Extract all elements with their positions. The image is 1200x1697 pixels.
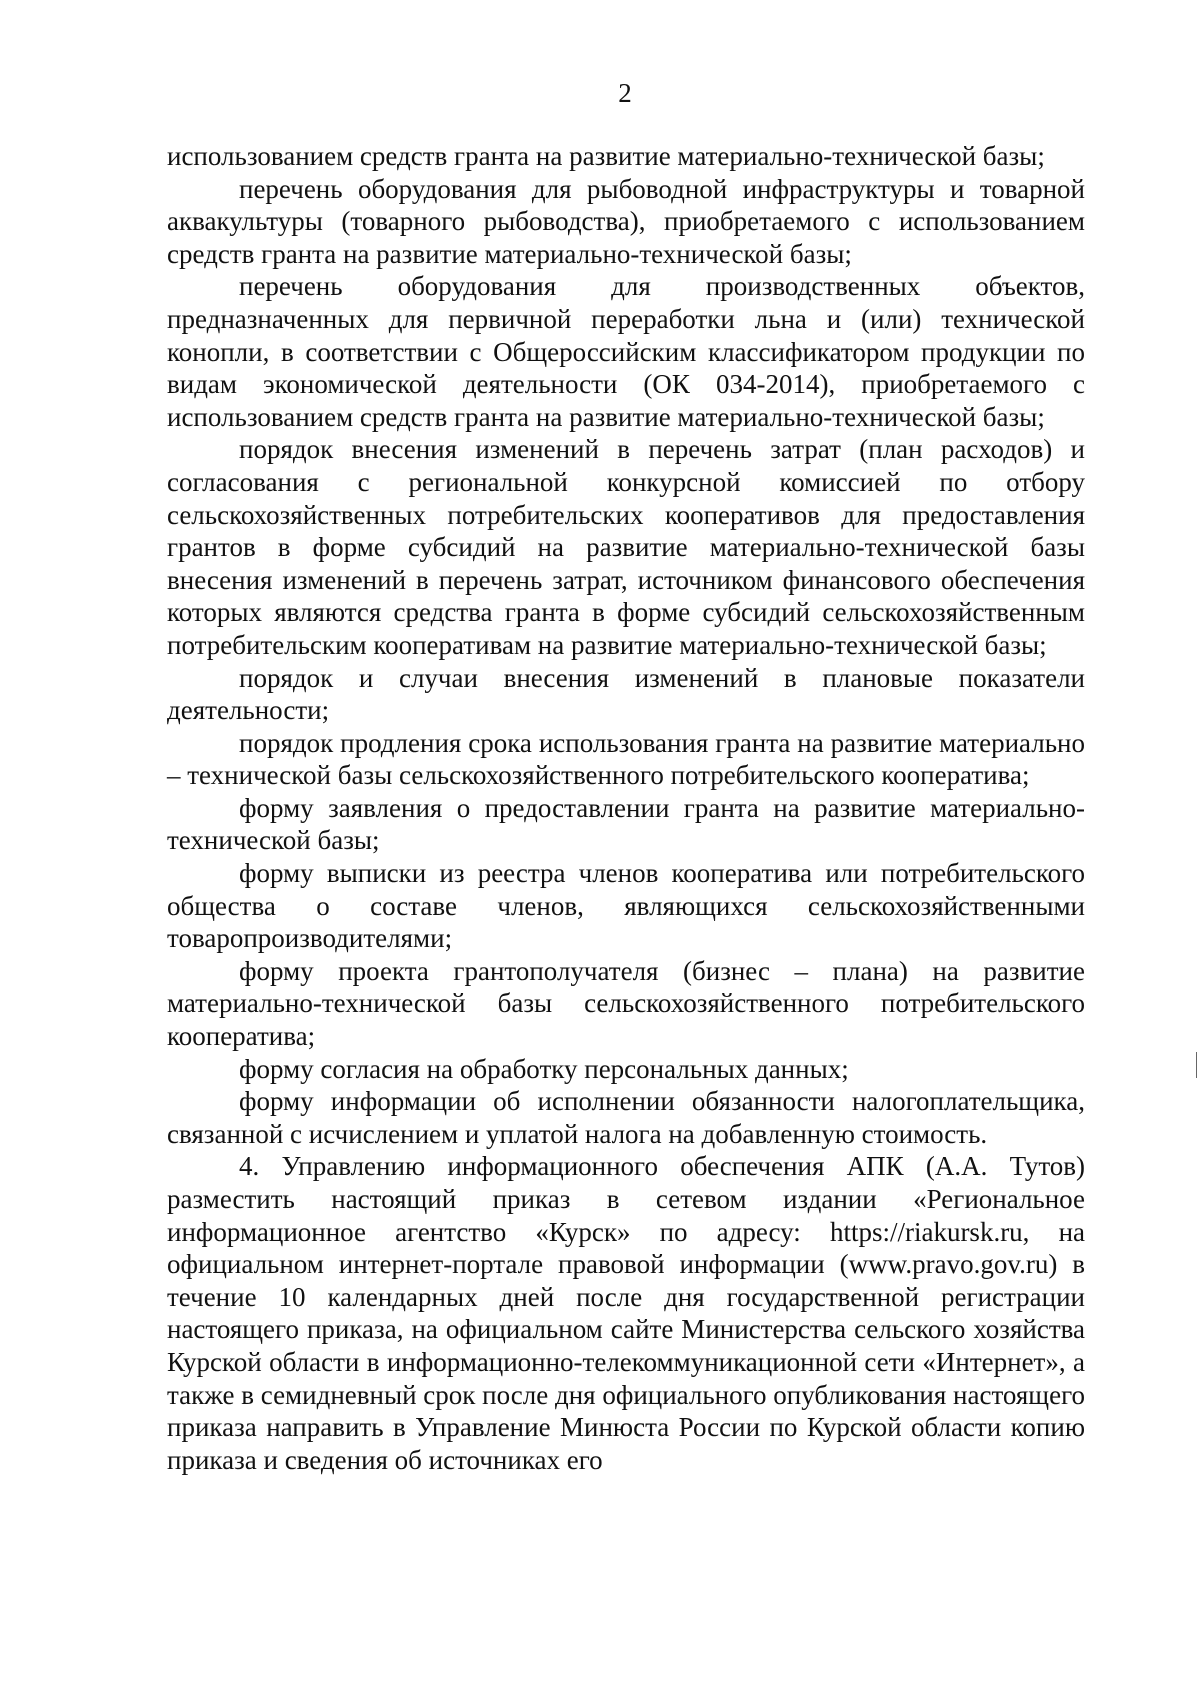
paragraph-flax-equipment-list: перечень оборудования для производственных объектов, предназначенных для первичной переработки льна и (или) технической конопли, в соответствии с Общероссийским классификатором продукции по видам экономической деятельности (ОК 034-2014), приобретаемого с использованием средств гранта на развитие материально-технической базы; [167,271,1085,432]
paragraph-application-form: форму заявления о предоставлении гранта на развитие материально-технической базы; [167,792,1085,856]
paragraph-fish-equipment-list: перечень оборудования для рыбоводной инфраструктуры и товарной аквакультуры (товарного рыбоводства), приобретаемого с использованием средств гранта на развитие материально-технической базы; [167,173,1085,269]
paragraph-continuation: использованием средств гранта на развитие материально-технической базы; [167,141,1045,171]
paragraph-business-plan-form: форму проекта грантополучателя (бизнес – плана) на развитие материально-технической базы сельскохозяйственного потребительского кооператива; [167,955,1085,1052]
paragraph-cost-changes-procedure: порядок внесения изменений в перечень затрат (план расходов) и согласования с региональной конкурсной комиссией по отбору сельскохозяйственных потребительских кооперативов для предоставления грантов в форме субсидий на развитие материально-технической базы внесения изменений в перечень затрат, источником финансового обеспечения которых являются средства гранта в форме субсидий сельскохозяйственным потребительским кооперативам на развитие материально-технической базы; [167,434,1085,660]
paragraph-grant-extension: порядок продления срока использования гранта на развитие материально – технической базы сельскохозяйственного потребительского кооператива; [167,727,1085,791]
paragraph-indicator-changes: порядок и случаи внесения изменений в плановые показатели деятельности; [167,662,1085,726]
document-body [167,140,1085,1476]
scan-margin-mark [1196,1052,1197,1078]
paragraph-registry-extract-form: форму выписки из реестра членов кооператива или потребительского общества о составе членов, являющихся сельскохозяйственными товаропроизводителями; [167,858,1085,954]
page-number: 2 [618,78,632,108]
paragraph-consent-form: форму согласия на обработку персональных данных; [239,1053,849,1084]
paragraph-tax-info-form: форму информации об исполнении обязанности налогоплательщика, связанной с исчислением и уплатой налога на добавленную стоимость. [167,1086,1085,1149]
paragraph-item-4-publication: 4. Управлению информационного обеспечения АПК (А.А. Тутов) разместить настоящий приказ в сетевом издании «Региональное информационное агентство «Курск» по адресу: https://riakursk.ru, на официальном интернет-портале правовой информации (www.pravo.gov.ru) в течение 10 календарных дней после дня государственной регистрации настоящего приказа, на официальном сайте Министерства сельского хозяйства Курской области в информационно-телекоммуникационной сети «Интернет», а также в семидневный срок после дня официального опубликования настоящего приказа направить в Управление Минюста России по Курской области копию приказа и сведения об источниках его [167,1151,1085,1475]
